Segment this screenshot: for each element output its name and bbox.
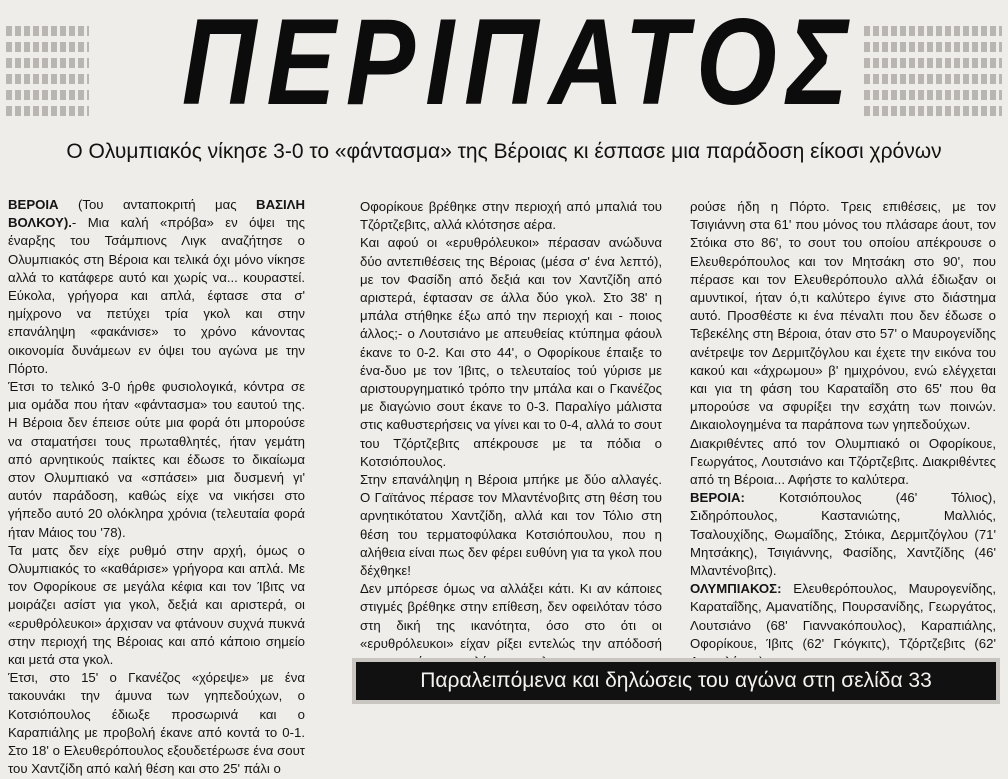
article-column-1 bbox=[8, 196, 305, 779]
paragraph bbox=[8, 669, 305, 778]
lineup-team-label: ΒΕΡΟΙΑ: bbox=[690, 490, 745, 506]
paragraph bbox=[8, 542, 305, 669]
paragraph-text: ρούσε ήδη η Πόρτο. Τρεις επιθέσεις, με τον Τσιγιάννη στα 61' που μόνος του πλάσαρε άουτ, τον Στόικα στο 86', το σουτ του οποίου απέκρουσε ο Ελευθερόπουλος και τον Μητσάκη στο 90', που πέρασε και τον Ελευθερόπουλο αλλά έδιωξαν οι αμυντικοί, ήταν ό,τι καλύτερο έγινε στο διάστημα αυτό. Προσθέστε κι ένα πέναλτι που δεν έδωσε ο Τεβεκέλης στη Βέροια, όταν στο 57' ο Μαυρογενίδης ανέτρεψε τον Δερμιτζόγλου και έχετε την εικόνα του κακού και «άχρωμου» β' ημιχρόνου, ενώ ελέγχεται και για τη φάση του Καραταΐδη στο 65' που θα μπορούσε να σφυρίξει την εσχάτη των ποινών. Δικαιολογημένα τα παράπονα των γηπεδούχων. bbox=[690, 199, 996, 433]
lineup-players: Κοτσιόπουλος (46' Τόλιος), Σιδηρόπουλος, Καστανιώτης, Μαλλιός, Τσαλουχίδης, Θωμαΐδης, Στόικα, Δερμιτζόγλου (71' Μητσάκης), Τσιγιάννης, Φασίδης, Χαντζίδης (46' Μλαντένοβιτς). bbox=[690, 490, 996, 579]
paragraph-text: Διακριθέντες από τον Ολυμπιακό οι Οφορίκουε, Γεωργάτος, Λουτσιάνο και Τζόρτζεβιτς. Διακριθέντες από τη Βέροια... Αφήστε το καλύτερα. bbox=[690, 435, 996, 488]
lineup-veroia bbox=[690, 489, 996, 580]
paragraph-text: Τα ματς δεν είχε ρυθμό στην αρχή, όμως ο Ολυμπιακός το «καθάρισε» γρήγορα και απλά. Με τον Οφορίκουε σε μεγάλα κέφια και τον Ίβιτς να μοιράζει ασίστ για γκολ, δεξιά και αριστερά, οι «ερυθρόλευκοι» άρχισαν να φτάνουν συχνά πυκνά στην περιοχή της Βέροιας και από κάποιο σημείο και μετά στα γκολ. bbox=[8, 542, 305, 668]
paragraph-text: Οφορίκουε βρέθηκε στην περιοχή από μπαλιά του Τζόρτζεβιτς, αλλά κλότσησε αέρα. bbox=[360, 199, 662, 233]
subheadline: Ο Ολυμπιακός νίκησε 3-0 το «φάντασμα» της Βέροιας κι έσπασε μια παράδοση είκοσι χρόνων bbox=[66, 140, 942, 163]
article-column-2 bbox=[360, 198, 662, 671]
paragraph bbox=[360, 234, 662, 471]
paragraph-text: Και αφού οι «ερυθρόλευκοι» πέρασαν ανώδυνα δύο αντεπιθέσεις της Βέροιας (μέσα σ' ένα λεπτό), με τον Φασίδη από δεξιά και τον Χαντζίδη από αριστερά, έφτασαν σε άλλα δύο γκολ. Στο 38' η μπάλα στήθηκε έξω από την περιοχή και - ποιος άλλος;- ο Λουτσιάνο με απευθείας κτύπημα φάουλ έκανε το 0-2. Και στο 44', ο Οφορίκουε έπαιξε το ένα-δυο με τον Ίβιτς, ο τελευταίος τού γύρισε με αριστουργηματικό τρόπο την μπάλα και ο Γκανέζος με διαγώνιο σουτ έκανε το 0-3. Παραλίγο μάλιστα στις καθυστερήσεις να γίνει και το 0-4, αλλά το σουτ του Τζόρτζεβιτς απέκρουσε με τα πόδια ο Κοτσιόπουλος. bbox=[360, 235, 662, 469]
paragraph bbox=[360, 471, 662, 580]
paragraph bbox=[360, 198, 662, 234]
paragraph-text: Στην επανάληψη η Βέροια μπήκε με δύο αλλαγές. Ο Γαϊτάνος πέρασε τον Μλαντένοβιτς στη θέση του αρνητικότατου Χαντζίδη, αλλά και τον Τόλιο στη θέση του τερματοφύλακα Κοτσιόπουλου, που η αλήθεια είναι πως δεν φέρει ευθύνη για τα γκολ που δέχθηκε! bbox=[360, 472, 662, 579]
paragraph-text: - Μια καλή «πρόβα» εν όψει της έναρξης του Τσάμπιονς Λιγκ αναζήτησε ο Ολυμπιακός στη Βέροια και τελικά όχι μόνο νίκησε αλλά το κατάφερε αυτό και χωρίς να... κουραστεί. Εύκολα, γρήγορα και απλά, έφτασε στα σ' ημίχρονο να πετύχει τρία γκολ και στην επανάληψη «φακάνισε» το χρόνο κάνοντας οικονομία δυνάμεων εν όψει του αγώνα με την Πόρτο. bbox=[8, 215, 305, 376]
paragraph bbox=[690, 198, 996, 435]
paragraph bbox=[690, 435, 996, 490]
paragraph bbox=[8, 196, 305, 378]
byline-text: (Του ανταποκριτή μας bbox=[58, 197, 257, 212]
byline-author: ΒΑΣΙΛΗ ΒΟΛΚΟΥ). bbox=[8, 197, 305, 231]
article-column-3 bbox=[690, 198, 996, 671]
headline-text: ΠΕΡΙΠΑΤΟΣ bbox=[181, 0, 859, 131]
paragraph-text: Δεν μπόρεσε όμως να αλλάξει κάτι. Κι αν κάποιες στιγμές βρέθηκε στην επίθεση, δεν οφειλόταν τόσο στη δική της ικανότητα, όσο στο ότι οι «ερυθρόλευκοι» είχαν ρίξει εντελώς την απόδοσή bbox=[360, 581, 662, 651]
headline bbox=[100, 0, 940, 131]
paragraph bbox=[8, 378, 305, 542]
lineup-players: Ελευθερόπουλος, Μαυρογενίδης, Καραταΐδης, Αμανατίδης, Πουρσανίδης, Γεωργάτος, Λουτσιάνο (68' Γιαννακόπουλος), Καραπιάλης, Οφορίκουε, Ίβιτς (62' Γκόγκιτς), Τζόρτζεβιτς (62' bbox=[690, 581, 996, 651]
byline-lead: ΒΕΡΟΙΑ bbox=[8, 197, 59, 212]
paragraph-text: Έτσι το τελικό 3-0 ήρθε φυσιολογικά, κόντρα σε μια ομάδα που ήταν «φάντασμα» του εαυτού της. Η Βέροια δεν έπεισε ούτε μια φορά ότι μπορούσε να σταματήσει τους πρωταθλητές, ήταν γεμάτη από αρνητικούς παίκτες και έδωσε το δικαίωμα στον Ολυμπιακό να «σπάσει» μια δυσμενή γι' αυτόν παράδοση, καθώς είχε να νικήσει στο γήπεδο αυτό 20 ολόκληρα χρόνια (τελευταία φορά ήταν Μάιος του '78). bbox=[8, 379, 305, 540]
bleed-through-left bbox=[0, 20, 95, 130]
paragraph-text: Έτσι, στο 15' ο Γκανέζος «χόρεψε» με ένα τακουνάκι την άμυνα των γηπεδούχων, ο Κοτσιόπουλος έδιωξε προσωρινά και ο Καραπιάλης με προβολή έκανε από κοντά το 0-1. Στο 18' ο Ελευθερόπουλος εξουδετέρωσε ένα σουτ του Χαντζίδη από καλή θέση και στο 25' πάλι ο bbox=[8, 670, 305, 777]
lineup-team-label: ΟΛΥΜΠΙΑΚΟΣ: bbox=[690, 581, 782, 597]
page-reference-banner: Παραλειπόμενα και δηλώσεις του αγώνα στη σελίδα 33 bbox=[356, 662, 996, 700]
